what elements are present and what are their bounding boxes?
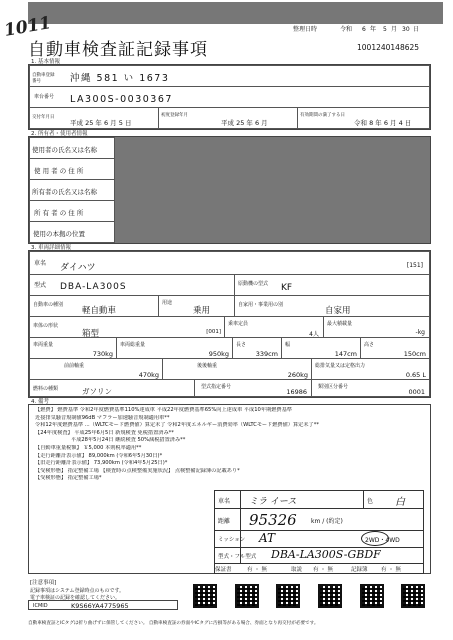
warranty-label: 保証書: [215, 567, 232, 573]
first-reg-value: 平成 25 年 6 月: [221, 119, 268, 127]
user-name-label: 使用者の氏名又は名称: [32, 146, 97, 154]
gross-weight-label: 車両総重量: [120, 342, 146, 348]
length-value: 339cm: [255, 350, 278, 358]
front-axle-cell: [29, 358, 163, 380]
qr-code: [276, 584, 300, 608]
weight-label: 車両重量: [33, 342, 54, 348]
owner-name-label: 所有者の氏名又は名称: [32, 188, 97, 196]
body-cell: [29, 316, 225, 338]
ic-tag-value: K9S66YA4775965: [71, 602, 129, 610]
rear-axle-label: 後後軸重: [197, 363, 218, 369]
capacity-cell: [224, 316, 324, 338]
qr-code: [318, 584, 342, 608]
maker-label: 車名: [34, 260, 47, 267]
fuel-label: 燃料の種類: [33, 386, 59, 392]
owner-address-label: 所 有 者 の 住 所: [34, 209, 84, 217]
gross-weight-value: 950kg: [208, 350, 229, 358]
capacity-label: 乗車定員: [228, 321, 249, 327]
width-cell: [281, 337, 361, 359]
first-reg-label: 初度登録年月: [161, 113, 188, 118]
bottom-notice: 自動車検査証とICタグは折り曲げずに保管してください。 自動車検査証の券面やICタグに汚損等がある場合、券面となり再交付が必要です。: [28, 621, 319, 626]
manual-label: 取説: [291, 567, 303, 573]
check-row: [213, 563, 423, 575]
displacement-cell: [311, 358, 430, 380]
fuel-value: ガソリン: [82, 387, 112, 396]
width-value: 147cm: [334, 350, 357, 358]
handwritten-note: [214, 490, 424, 574]
first-reg-cell: [158, 107, 298, 129]
type-cert-value: 16986: [286, 388, 307, 396]
kind-label: 自動車の種別: [33, 302, 64, 308]
expiry-cell: [297, 107, 430, 129]
handwritten-number: 1011: [2, 13, 53, 41]
rear-axle-cell: [162, 358, 312, 380]
remarks-line: 平成28年5月24日 継続検査 50%減税措置済み**: [71, 437, 186, 444]
remarks-line: 【旧走行距離計表示値】 73,900km (令和4年5月25日)*: [35, 460, 168, 467]
owner-row-5: [29, 221, 115, 243]
type-cert-cell: [194, 379, 312, 397]
note-distance-label: 距離: [218, 518, 231, 525]
chassis-label: 車台番号: [34, 94, 55, 100]
print-date-month: 5: [383, 26, 387, 33]
issue-date-value: 平成 25 年 6 月 5 日: [70, 119, 132, 127]
displacement-value: 0.65 L: [405, 371, 426, 379]
type-cert-label: 型式指定番号: [201, 384, 232, 390]
expiry-value: 令和 8 年 6 月 4 日: [354, 119, 412, 127]
warranty-value: 有 ・ 無: [247, 567, 267, 573]
print-date-year: 6: [362, 26, 366, 33]
height-label: 高さ: [364, 342, 375, 348]
section-vehicle: [28, 250, 431, 398]
note-mission-value: AT: [259, 531, 276, 545]
capacity-value: 4人: [309, 331, 319, 338]
use-cell: [158, 295, 235, 317]
height-cell: [360, 337, 430, 359]
engine-label: 原動機の型式: [238, 281, 269, 287]
note-line-2: 電子車検証の記録を確認してください。: [30, 595, 121, 601]
remarks-line: 近接排気騒音規制値96dB マフラー加速騒音規制適用車**: [35, 414, 170, 421]
length-label: 長さ: [236, 342, 247, 348]
kind-cell: [29, 295, 159, 317]
note-color-label: 色: [367, 498, 374, 505]
note-name-value: ミラ イース: [249, 497, 297, 507]
ic-tag-label: ICMID: [33, 603, 48, 609]
maker-cell: [29, 251, 430, 275]
section-basic-info-title: 1. 基本情報: [31, 59, 60, 65]
model-label: 型式: [34, 282, 47, 289]
height-value: 150cm: [403, 350, 426, 358]
qr-code: [401, 584, 425, 608]
registration-label: 自動車登録番号: [32, 73, 55, 84]
private-label: 自家用・事業用の別: [238, 302, 284, 308]
model-value: DBA-LA300S: [60, 282, 127, 292]
expiry-label: 有効期間の満了する日: [300, 113, 345, 118]
section-remarks-title: 4. 備考: [31, 399, 49, 405]
record-label: 記録簿: [351, 567, 368, 573]
qr-code: [235, 584, 259, 608]
ic-tag-box: [28, 600, 178, 610]
base-location-label: 使用の本拠の位置: [33, 230, 85, 238]
front-axle-value: 470kg: [138, 371, 159, 379]
redacted-owner-info: [115, 137, 430, 243]
private-cell: [234, 295, 430, 317]
document-number: 1001240148625: [357, 43, 420, 52]
section-vehicle-title: 3. 車両詳細情報: [31, 245, 71, 251]
max-load-value: -kg: [415, 329, 425, 336]
manual-value: 有 ・ 無: [313, 567, 333, 573]
redacted-header-band: [28, 2, 443, 24]
max-load-cell: [323, 316, 430, 338]
print-date-year-unit: 年: [370, 26, 377, 33]
document-title: 自動車検査証記録事項: [28, 40, 208, 60]
kind-value: 軽自動車: [82, 306, 117, 316]
print-date-label: 整理日時: [293, 26, 318, 33]
engine-value: KF: [281, 283, 293, 293]
qr-code: [193, 584, 217, 608]
remarks-line: 令和12年度燃費基準 ...（WLTCモード燃費値）算定未了 令和2年度エネルギー消費効率（WLTCモード燃費値）算定未了**: [35, 422, 319, 429]
use-value: 乗用: [193, 306, 211, 316]
maker-code: [151]: [406, 262, 423, 269]
owner-row-3: [29, 179, 115, 201]
print-date-day-unit: 日: [413, 26, 420, 33]
record-value: 有 ・ 無: [381, 567, 401, 573]
owner-row-2: [29, 158, 115, 180]
remarks-line: 【受検形態】 指定整備工場*: [35, 475, 102, 482]
private-value: 自家用: [325, 306, 351, 316]
issue-date-cell: [29, 107, 159, 129]
max-load-label: 最大積載量: [327, 321, 353, 327]
note-distance-unit: km / (約定): [311, 518, 343, 525]
length-cell: [232, 337, 282, 359]
chassis-cell: [29, 86, 430, 108]
section-owner: [28, 136, 431, 244]
print-date-day: 30: [402, 26, 410, 33]
note-distance-value: 95326: [249, 511, 297, 529]
maker-value: ダイハツ: [60, 263, 96, 273]
body-code: [001]: [206, 329, 221, 335]
class-value: 0001: [408, 388, 425, 396]
qr-code: [360, 584, 384, 608]
section-remarks: [28, 404, 431, 574]
remarks-line: 【受検形態】 指定整備工場 【検査時の点検整備実施状況】 点検整備記録簿の記載あり*: [35, 467, 240, 474]
issue-date-label: 交付年月日: [32, 115, 55, 120]
note-drive-value: 2WD・4WD: [365, 537, 400, 544]
rear-axle-value: 260kg: [287, 371, 308, 379]
owner-row-4: [29, 200, 115, 222]
section-basic-info: [28, 64, 431, 130]
weight-value: 730kg: [92, 350, 113, 358]
width-label: 幅: [285, 342, 291, 348]
owner-row-1: [29, 137, 115, 159]
use-label: 用途: [162, 300, 173, 306]
registration-value: 沖縄 581 い 1673: [70, 73, 170, 84]
remarks-text: [35, 407, 430, 483]
engine-cell: [234, 274, 430, 296]
front-axle-label: 前前軸重: [64, 363, 85, 369]
print-date-era: 令和: [340, 26, 353, 33]
displacement-label: 総排気量又は定格出力: [315, 363, 366, 369]
weight-cell: [29, 337, 117, 359]
note-drive-circle: [361, 531, 389, 546]
remarks-line: 【燃費】 燃費基準 令和2年度燃費基準110%達成車 平成22年度燃費基準65%向上達成車 平成10年期燃費基準: [35, 407, 292, 413]
body-label: 車体の形状: [33, 323, 59, 329]
note-model-value: DBA-LA300S-GBDF: [271, 548, 381, 561]
class-label: 類別区分番号: [318, 384, 349, 390]
remarks-line: 【走行距離計表示値】 89,000km (令和6年5月30日)*: [35, 452, 163, 459]
remarks-line: 【自動車重量税額】 ￥5,000 本則税率適用**: [35, 444, 142, 451]
model-cell: [29, 274, 235, 296]
registration-cell: [29, 65, 430, 87]
remarks-line: 【24年度検査】 平成25年6月5日 新規検査 免税措置済み**: [35, 429, 174, 436]
section-owner-title: 2. 所有者・使用者情報: [31, 131, 88, 137]
notes-title: [注意事項]: [30, 580, 57, 586]
print-date-month-unit: 月: [391, 26, 398, 33]
class-cell: [311, 379, 430, 397]
chassis-value: LA300S-0030367: [70, 94, 173, 105]
body-value: 箱型: [82, 329, 100, 339]
gross-weight-cell: [116, 337, 233, 359]
note-name-label: 車名: [218, 498, 231, 505]
fuel-cell: [29, 379, 195, 397]
note-model-label: 型式・フル型式: [218, 554, 257, 560]
user-address-label: 使 用 者 の 住 所: [34, 167, 84, 175]
note-color-value: 白: [395, 497, 405, 508]
note-line-1: 記録事項はシステム登録時点のものです。: [30, 588, 125, 594]
note-mission-label: ミッション: [218, 537, 246, 543]
